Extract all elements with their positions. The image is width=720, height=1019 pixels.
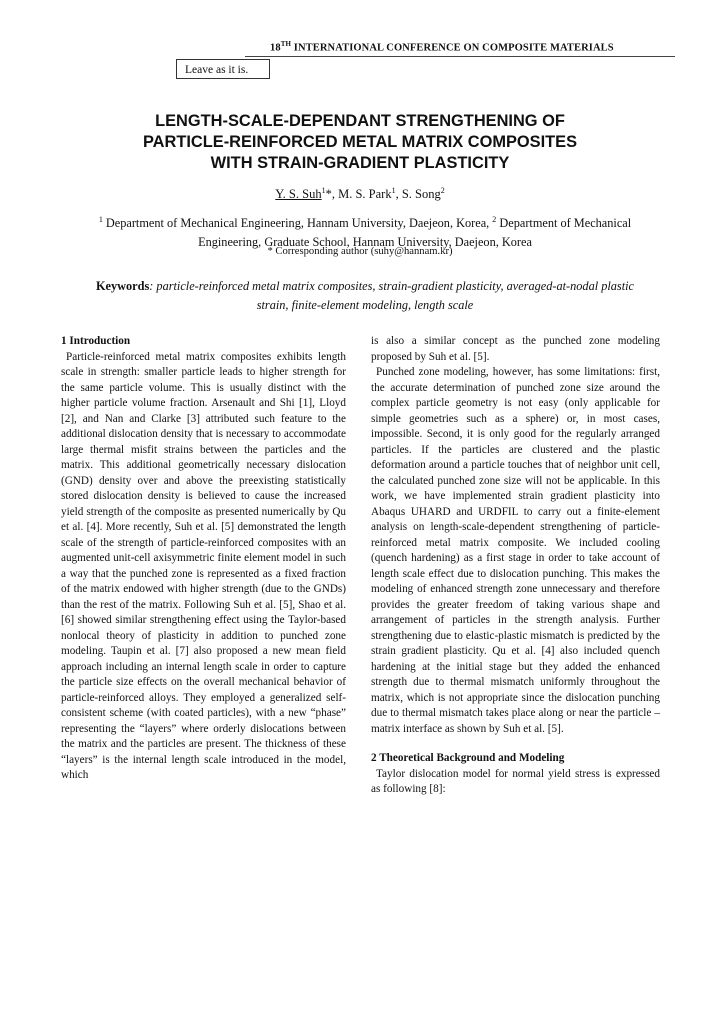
right-column (371, 334, 660, 798)
author-1-mark: * (325, 187, 332, 202)
author-2: M. S. Park (338, 187, 392, 202)
affiliation-2: Department of Mechanical Engineering, Graduate School, Hannam University, Daejeon, Korea (198, 216, 632, 250)
right-paragraph-2: Punched zone modeling, however, has some limitations: first, the accurate determination of punched zone size around the complex particle geometry is not easy (only applicable for simple geometries such as a sphere) or, in most cases, impossible. Second, it is only good for the regularly arranged particles. If the particles are clustered and the plastic deformation around a particle touches that of neighbor unit cell, the calculated punched zone size will not be applicable. In this work, we have implemented strain gradient plasticity into Abaqus UHARD and URDFIL to carry out a finite-element analysis on length-scale-dependent strengthening of particle-reinforced metal matrix composite. We included cooling (quench hardening) as a first stage in order to take account of length scale effect due to dislocation punching. This makes the modeling of enhanced strength zone unnecessary and therefore provides the greater freedom of taking various shape and arrangement of particles in the strength analysis. Further strengthening due to elastic-plastic mismatch is predicted by the strain gradient plasticity. Qu et al. [4] also included quench hardening at the initial stage but they added the enhanced strength due to thermal mismatch uniformly throughout the matrix, which is not appropriate since the dislocation punching due to thermal mismatch takes place along or near the particle – matrix interface as shown by Suh et al. [5]. (371, 366, 660, 735)
section-1-paragraph: Particle-reinforced metal matrix composites exhibits length scale in strength: smaller particle leads to higher strength for the same particle volume. This is usually distinct with the higher particle volume fraction. Arsenault and Shi [1], Lloyd [2], and Nan and Clarke [3] attributed such feature to the additional dislocation density that is necessary to accommodate large thermal misfit strains between the particles and the matrix. This additional geometrically necessary dislocation (GND) density over and above the preexisting statistically stored dislocation density is believed to cause the increased yield strength of the composite as presented numerically by Qu et al. [4]. More recently, Suh et al. [5] demonstrated the length scale of the strength of particle-reinforced composites with an augmented unit-cell axisymmetric finite element model in such a way that the punched zone is represented as a fixed fraction of the matrix endowed with higher strength (due to the GNDs) than the rest of the matrix. Following Suh et al. [5], Shao et al. [6] showed similar strengthening effect using the Taylor-based nonlocal theory of plasticity in addition to punched zone modeling. Taupin et al. [7] also proposed a new mean field approach including an internal length scale in order to capture the particle size effects on the overall mechanical behavior of particle-reinforced alloys. They employed a generalized self-consistent scheme (with coated particles), with a new “phase” representing the “layers” where orderly dislocations between the matrix and the particles are present. The thickness of these “layers” is the internal length scale introduced in the model, which (61, 350, 346, 781)
author-2-affil: 1 (391, 186, 396, 195)
conference-name: INTERNATIONAL CONFERENCE ON COMPOSITE MATERIALS (291, 42, 614, 54)
right-paragraph-1: is also a similar concept as the punched zone modeling proposed by Suh et al. [5]. (371, 335, 660, 363)
author-list: Y. S. Suh$^1$*, M. S. Park$^1$, S. Song$^2$ (275, 186, 445, 202)
conference-header (270, 40, 614, 54)
paper-title (60, 111, 660, 174)
conference-ordinal: TH (280, 40, 292, 48)
keywords-label: Keywords (95, 279, 150, 293)
author-3-affil: 2 (440, 186, 445, 195)
section-gap (371, 737, 660, 751)
author-1-affil: 1 (321, 186, 326, 195)
leave-note-box: Leave as it is. (176, 59, 270, 79)
corresponding-author: * Corresponding author (suhy@hannam.kr) (267, 246, 453, 257)
affil-1-number: 1 (98, 215, 103, 224)
section-2-heading: 2 Theoretical Background and Modeling (371, 752, 565, 764)
left-column (61, 334, 346, 784)
affil-2-number: 2 (492, 215, 497, 224)
title-line-2: PARTICLE-REINFORCED METAL MATRIX COMPOSITES (142, 133, 578, 151)
header-rule (245, 56, 675, 57)
author-3: S. Song (401, 187, 441, 202)
section-1-heading: 1 Introduction (61, 335, 131, 347)
section-2-paragraph: Taylor dislocation model for normal yield stress is expressed as following [8]: (371, 767, 660, 795)
conference-number: 18 (270, 42, 281, 54)
title-line-3: WITH STRAIN-GRADIENT PLASTICITY (210, 154, 510, 172)
author-1: Y. S. Suh (275, 187, 322, 202)
keywords-block (80, 277, 650, 315)
affiliation-1: Department of Mechanical Engineering, Hannam University, Daejeon, Korea, (102, 216, 493, 231)
title-line-1: LENGTH-SCALE-DEPENDANT STRENGTHENING OF (155, 112, 565, 130)
keywords-text: : particle-reinforced metal matrix composites, strain-gradient plasticity, averaged-at-nodal plastic strain, finite-element modeling, length scale (149, 279, 635, 312)
